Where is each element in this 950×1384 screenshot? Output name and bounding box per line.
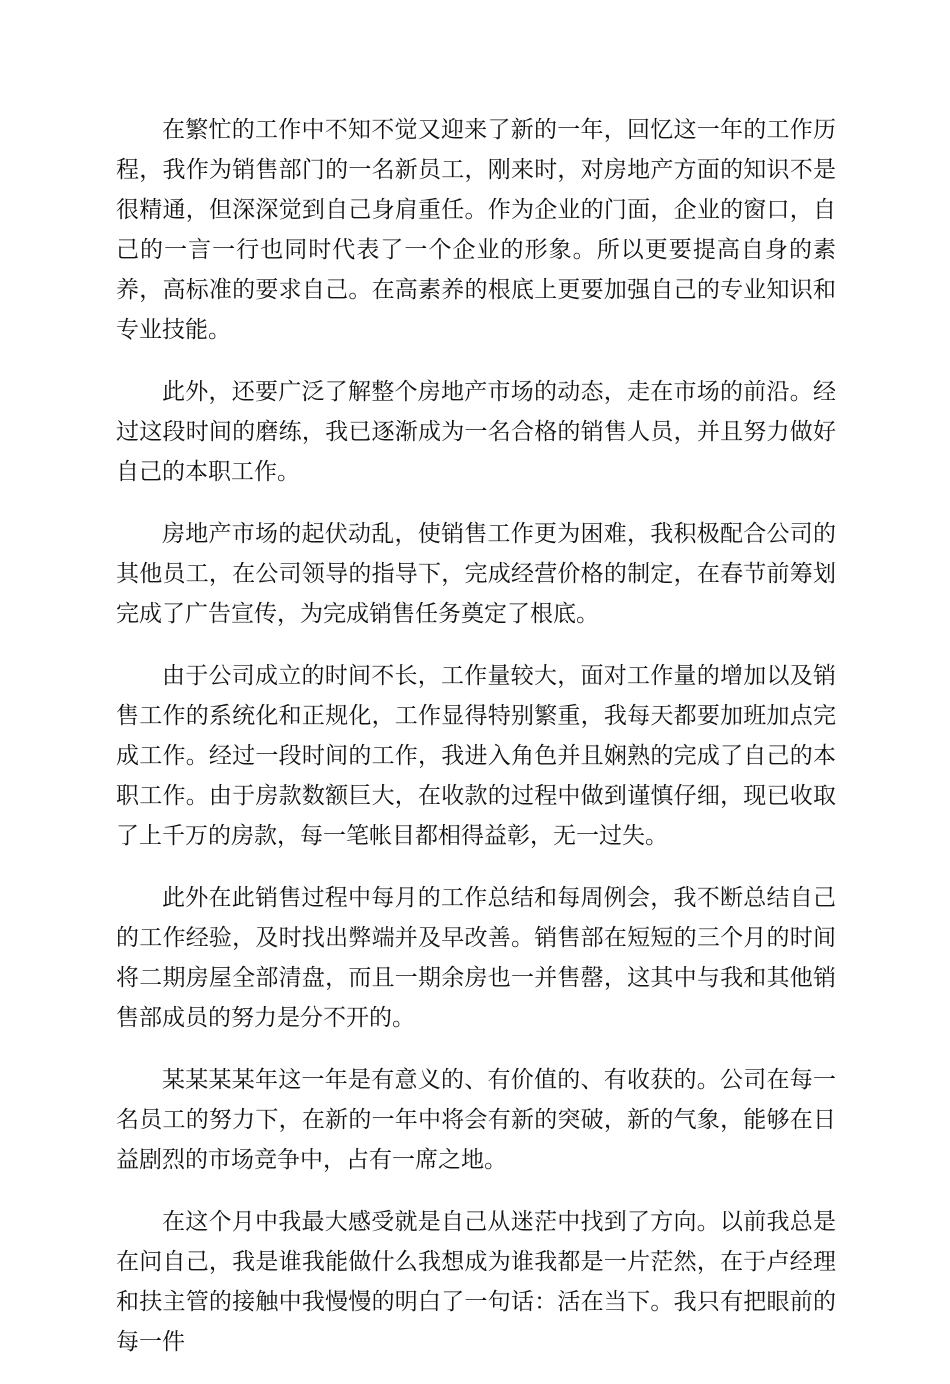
document-body xyxy=(116,110,836,1384)
paragraph-2: 此外，还要广泛了解整个房地产市场的动态，走在市场的前沿。经过这段时间的磨练，我已逐渐成为一名合格的销售人员，并且努力做好自己的本职工作。 xyxy=(116,379,836,485)
paragraph-1: 在繁忙的工作中不知不觉又迎来了新的一年，回忆这一年的工作历程，我作为销售部门的一名新员工，刚来时，对房地产方面的知识不是很精通，但深深觉到自己身肩重任。作为企业的门面，企业的窗口，自己的一言一行也同时代表了一个企业的形象。所以更要提高自身的素养，高标准的要求自己。在高素养的根底上更要加强自己的专业知识和专业技能。 xyxy=(116,117,836,343)
paragraph-3: 房地产市场的起伏动乱，使销售工作更为困难，我积极配合公司的其他员工，在公司领导的指导下，完成经营价格的制定，在春节前筹划完成了广告宣传，为完成销售任务奠定了根底。 xyxy=(116,521,836,627)
paragraph-5: 此外在此销售过程中每月的工作总结和每周例会，我不断总结自己的工作经验，及时找出弊端并及早改善。销售部在短短的三个月的时间将二期房屋全部清盘，而且一期余房也一并售罄，这其中与我和其他销售部成员的努力是分不开的。 xyxy=(116,885,836,1031)
paragraph-4: 由于公司成立的时间不长，工作量较大，面对工作量的增加以及销售工作的系统化和正规化，工作显得特别繁重，我每天都要加班加点完成工作。经过一段时间的工作，我进入角色并且娴熟的完成了自己的本职工作。由于房款数额巨大，在收款的过程中做到谨慎仔细，现已收取了上千万的房款，每一笔帐目都相得益彰，无一过失。 xyxy=(116,663,836,849)
paragraph-7: 在这个月中我最大感受就是自己从迷茫中找到了方向。以前我总是在问自己，我是谁我能做什么我想成为谁我都是一片茫然，在于卢经理和扶主管的接触中我慢慢的明白了一句话：活在当下。我只有把眼前的每一件 xyxy=(116,1209,836,1355)
paragraph-6: 某某某某年这一年是有意义的、有价值的、有收获的。公司在每一名员工的努力下，在新的一年中将会有新的突破，新的气象，能够在日益剧烈的市场竞争中，占有一席之地。 xyxy=(116,1067,836,1173)
